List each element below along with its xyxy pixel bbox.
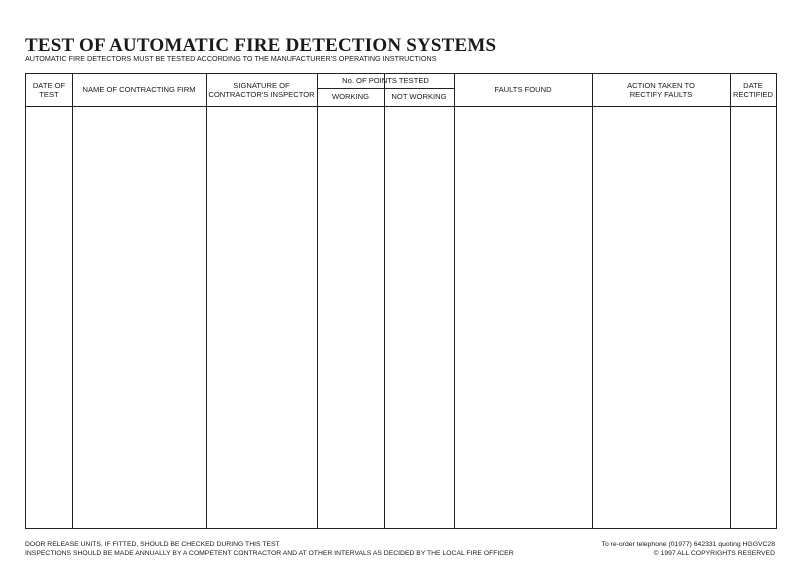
column-divider [317,74,318,528]
header-date-rectified: DATE RECTIFIED [732,80,774,99]
footer-reorder-info [602,540,775,558]
column-divider [454,74,455,528]
header-working: WORKING [331,92,370,102]
column-divider [592,74,593,528]
footer-copyright: © 1997 ALL COPYRIGHTS RESERVED [653,550,775,557]
form-subtitle: AUTOMATIC FIRE DETECTORS MUST BE TESTED ACCORDING TO THE MANUFACTURER'S OPERATING INSTRUCTIONS [25,54,437,63]
column-divider [384,74,385,528]
header-points-tested: No. OF POINTS TESTED [342,76,429,86]
footer-note-inspections: INSPECTIONS SHOULD BE MADE ANNUALLY BY A COMPETENT CONTRACTOR AND AT OTHER INTERVALS AS DECIDED BY THE LOCAL FIRE OFFICER [25,550,514,557]
footer-reorder: To re-order telephone (01977) 642331 quoting HGGVC28 [601,541,775,548]
header-signature: SIGNATURE OF CONTRACTOR'S INSPECTOR [208,80,315,99]
header-not-working: NOT WORKING [391,92,447,102]
header-faults-found: FAULTS FOUND [494,85,552,95]
footer-note-door-release: DOOR RELEASE UNITS, IF FITTED, SHOULD BE CHECKED DURING THIS TEST [25,541,280,548]
header-contracting-firm: NAME OF CONTRACTING FIRM [82,85,196,95]
footer-notes [25,540,514,558]
test-log-table [25,73,777,529]
header-date-of-test: DATE OF TEST [32,80,66,99]
header-divider [26,106,776,107]
column-divider [730,74,731,528]
header-action-taken: ACTION TAKEN TO RECTIFY FAULTS [627,80,695,99]
column-divider [206,74,207,528]
form-title: TEST OF AUTOMATIC FIRE DETECTION SYSTEMS [25,35,497,56]
column-divider [72,74,73,528]
